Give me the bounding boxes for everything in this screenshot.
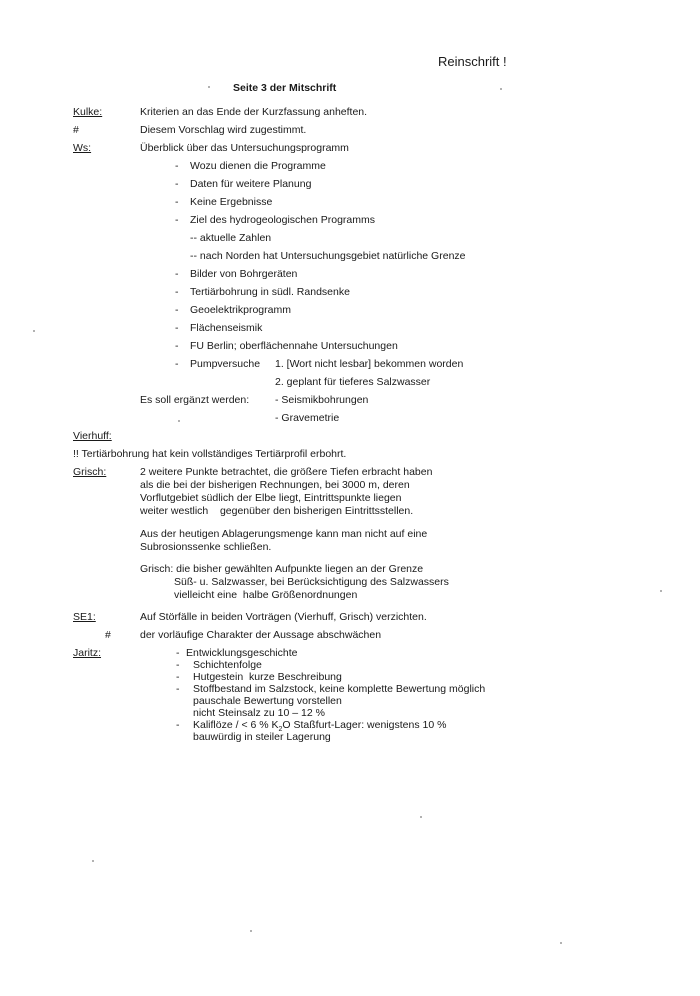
jaritz-item: Schichtenfolge [193, 659, 262, 671]
agreement-statement: Diesem Vorschlag wird zugestimmt. [140, 124, 307, 136]
subscript-2: 2 [278, 726, 283, 734]
scan-speck [178, 420, 180, 422]
list-item: Geoelektrikprogramm [190, 304, 291, 316]
jaritz-item: Hutgestein kurze Beschreibung [193, 671, 342, 683]
speaker-grisch: Grisch: [73, 466, 107, 478]
list-dash: - [175, 196, 179, 208]
jaritz-item: bauwürdig in steiler Lagerung [193, 731, 331, 743]
hash-statement: der vorläufige Charakter der Aussage abschwächen [140, 629, 382, 641]
list-dash: - [176, 683, 180, 695]
list-dash: - [175, 286, 179, 298]
list-dash: - [175, 340, 179, 352]
hash-marker: # [73, 124, 79, 136]
list-dash: - [175, 304, 179, 316]
ws-statement: Überblick über das Untersuchungsprogramm [140, 142, 349, 154]
page-title: Seite 3 der Mitschrift [233, 82, 337, 94]
jaritz-item: Stoffbestand im Salzstock, keine komplette Bewertung möglich [193, 683, 486, 695]
speaker-se1: SE1: [73, 611, 96, 623]
list-item: FU Berlin; oberflächennahe Untersuchungen [190, 340, 398, 352]
speaker-ws: Ws: [73, 142, 92, 154]
scan-speck [250, 930, 252, 932]
addition-item: - Gravemetrie [275, 412, 340, 424]
scan-speck [560, 942, 562, 944]
scan-speck [208, 86, 210, 88]
list-item: Wozu dienen die Programme [190, 160, 326, 172]
hash-marker: # [105, 629, 111, 641]
speaker-vierhuff: Vierhuff: [73, 430, 112, 442]
list-subitem: -- aktuelle Zahlen [190, 232, 272, 244]
pump-test-note: 1. [Wort nicht lesbar] bekommen worden [275, 358, 464, 370]
grisch-line: Subrosionssenke schließen. [140, 541, 272, 553]
list-dash: - [176, 671, 180, 683]
list-dash: - [175, 178, 179, 190]
list-subitem: -- nach Norden hat Untersuchungsgebiet natürliche Grenze [190, 250, 466, 262]
se1-statement: Auf Störfälle in beiden Vorträgen (Vierhuff, Grisch) verzichten. [140, 611, 427, 623]
list-item: Bilder von Bohrgeräten [190, 268, 298, 280]
grisch-line: Aus der heutigen Ablagerungsmenge kann man nicht auf eine [140, 528, 428, 540]
list-item: Ziel des hydrogeologischen Programms [190, 214, 376, 226]
addition-item: - Seismikbohrungen [275, 394, 369, 406]
vierhuff-statement: !! Tertiärbohrung hat kein vollständiges Tertiärprofil erbohrt. [73, 448, 347, 460]
grisch-line: vielleicht eine halbe Größenordnungen [174, 589, 358, 601]
list-dash: - [176, 719, 180, 731]
list-item: Flächenseismik [190, 322, 263, 334]
list-dash: - [175, 268, 179, 280]
list-dash: - [175, 358, 179, 370]
list-item: Pumpversuche [190, 358, 261, 370]
jaritz-item: pauschale Bewertung vorstellen [193, 695, 342, 707]
scan-speck [92, 860, 94, 862]
scan-speck [500, 88, 502, 90]
scan-speck [660, 590, 662, 592]
list-dash: - [176, 647, 180, 659]
reinschrift-note: Reinschrift ! [438, 54, 507, 69]
grisch-line: Vorflutgebiet südlich der Elbe liegt, Eintrittspunkte liegen [140, 492, 402, 504]
addition-label: Es soll ergänzt werden: [140, 394, 250, 406]
list-dash: - [175, 160, 179, 172]
kulke-statement: Kriterien an das Ende der Kurzfassung anheften. [140, 106, 368, 118]
list-item: Keine Ergebnisse [190, 196, 273, 208]
scan-speck [420, 816, 422, 818]
grisch-line: Grisch: die bisher gewählten Aufpunkte liegen an der Grenze [140, 563, 424, 575]
list-dash: - [176, 659, 180, 671]
list-dash: - [175, 214, 179, 226]
grisch-line: als die bei der bisherigen Rechnungen, bei 3000 m, deren [140, 479, 410, 491]
grisch-line: weiter westlich gegenüber den bisherigen Eintrittsstellen. [140, 505, 414, 517]
jaritz-item: Entwicklungsgeschichte [186, 647, 298, 659]
kalifloeze-text-cont: O Staßfurt-Lager: wenigstens 10 % [282, 719, 447, 731]
kalifloeze-text: Kaliflöze / < 6 % K [193, 719, 279, 731]
list-dash: - [175, 322, 179, 334]
grisch-line: 2 weitere Punkte betrachtet, die größere Tiefen erbracht haben [140, 466, 433, 478]
list-item: Daten für weitere Planung [190, 178, 312, 190]
list-item: Tertiärbohrung in südl. Randsenke [190, 286, 350, 298]
jaritz-item: nicht Steinsalz zu 10 – 12 % [193, 707, 325, 719]
speaker-kulke: Kulke: [73, 106, 103, 118]
speaker-jaritz: Jaritz: [73, 647, 102, 659]
scan-speck [33, 330, 35, 332]
grisch-line: Süß- u. Salzwasser, bei Berücksichtigung des Salzwassers [174, 576, 449, 588]
pump-test-note: 2. geplant für tieferes Salzwasser [275, 376, 431, 388]
